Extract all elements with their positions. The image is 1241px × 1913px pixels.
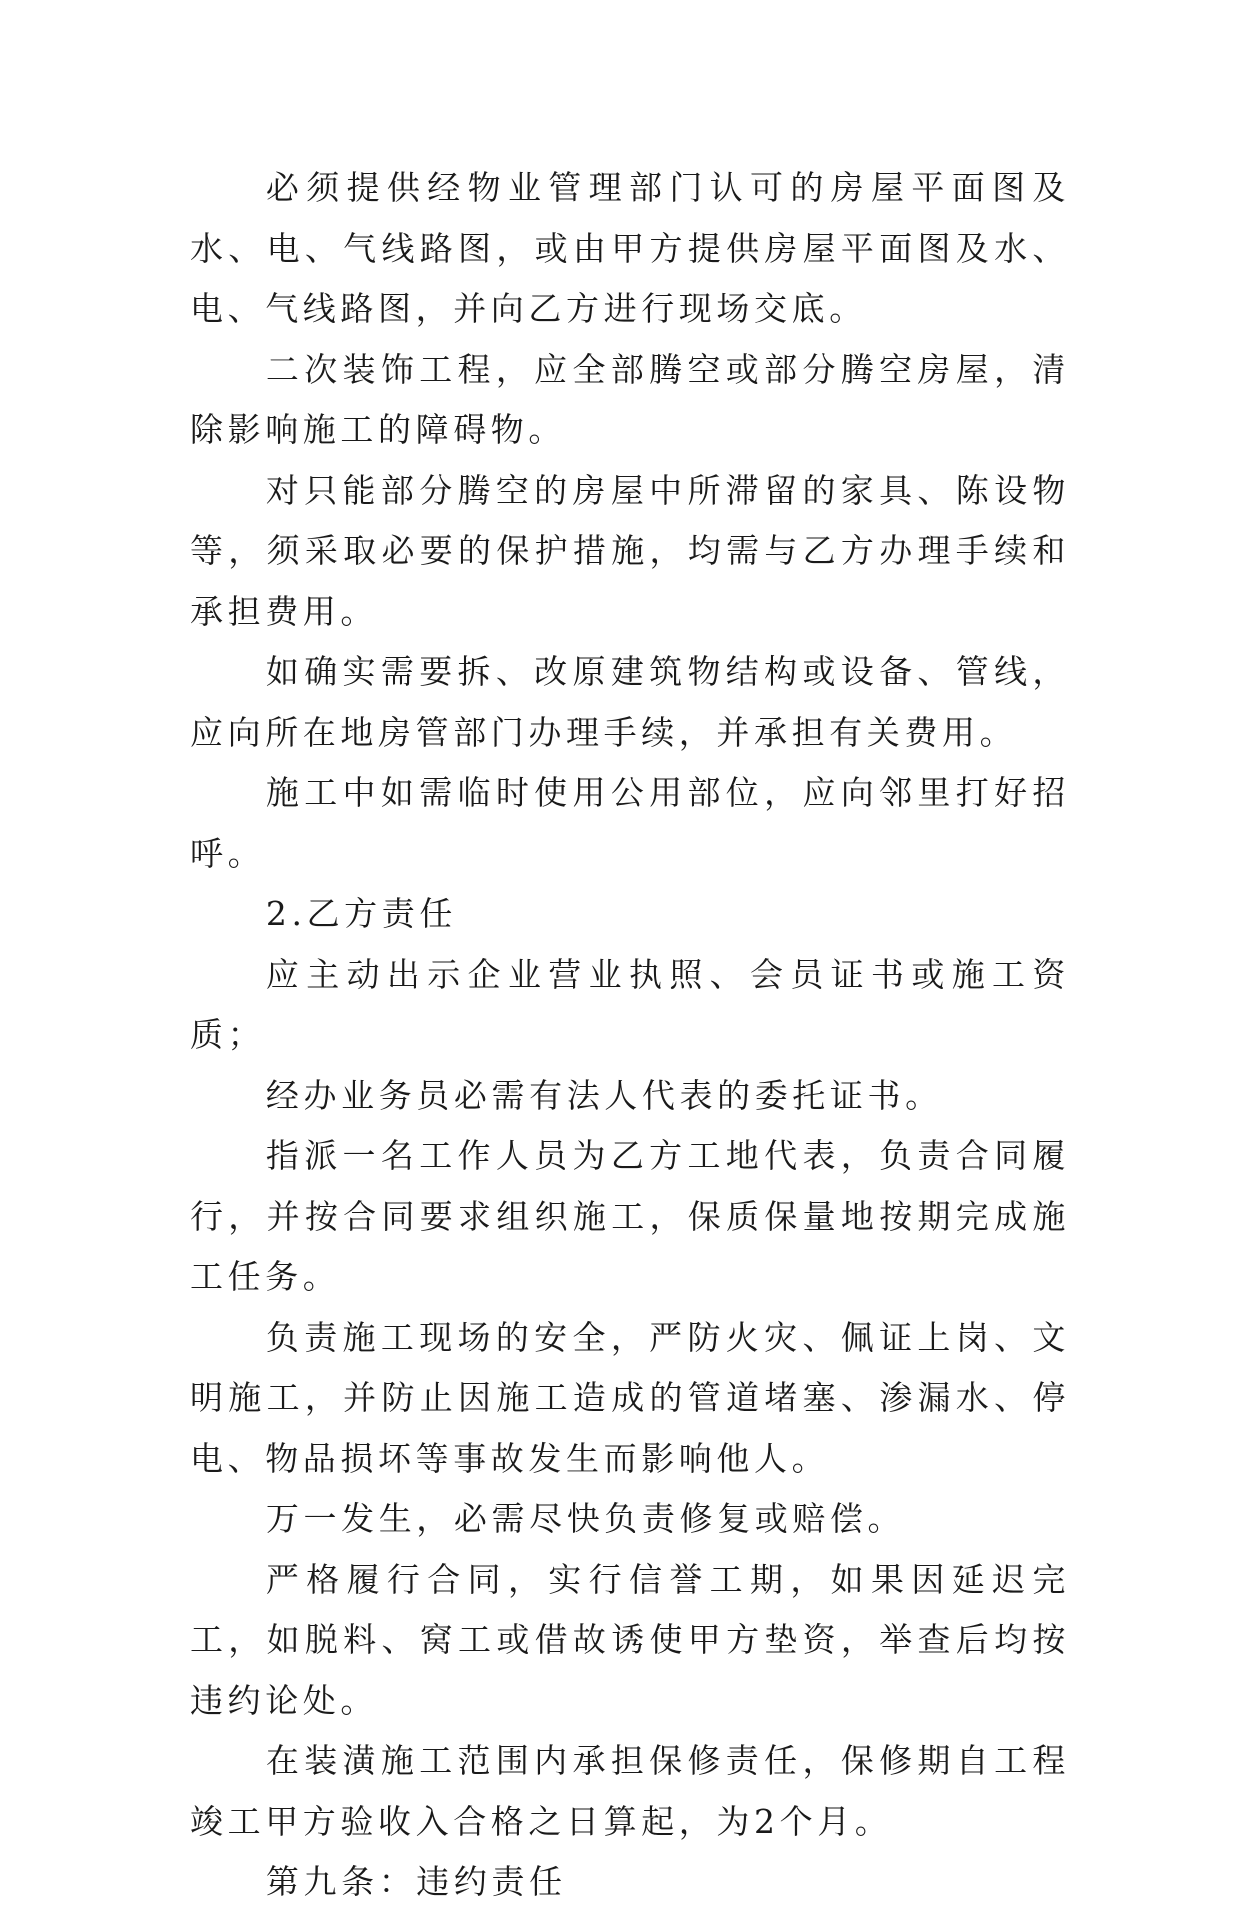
paragraph-12: 严格履行合同，实行信誉工期，如果因延迟完工，如脱料、窝工或借故诱使甲方垫资，举查后均按违约论处。 [190,1559,1070,1720]
paragraph-13: 在装潢施工范围内承担保修责任，保修期自工程竣工甲方验收入合格之日算起，为2个月。 [190,1741,1070,1841]
paragraph-11: 万一发生，必需尽快负责修复或赔偿。 [265,1499,906,1538]
paragraph-10: 负责施工现场的安全，严防火灾、佩证上岗、文明施工，并防止因施工造成的管道堵塞、渗漏水、停电、物品损坏等事故发生而影响他人。 [190,1317,1070,1478]
section-heading-party-b: 2.乙方责任 [265,894,457,933]
paragraph-1: 必须提供经物业管理部门认可的房屋平面图及水、电、气线路图，或由甲方提供房屋平面图及水、电、气线路图，并向乙方进行现场交底。 [190,168,1070,328]
article-9-heading: 第九条：违约责任 [265,1862,567,1901]
paragraph-4: 如确实需要拆、改原建筑物结构或设备、管线，应向所在地房管部门办理手续，并承担有关费用。 [190,652,1070,752]
paragraph-8: 经办业务员必需有法人代表的委托证书。 [265,1075,943,1115]
paragraph-5: 施工中如需临时使用公用部位，应向邻里打好招呼。 [190,773,1070,873]
paragraph-7: 应主动出示企业营业执照、会员证书或施工资质； [190,954,1070,1054]
document-body [190,158,1070,1913]
paragraph-2: 二次装饰工程，应全部腾空或部分腾空房屋，清除影响施工的障碍物。 [190,349,1070,449]
paragraph-9: 指派一名工作人员为乙方工地代表，负责合同履行，并按合同要求组织施工，保质保量地按期完成施工任务。 [190,1136,1070,1296]
paragraph-3: 对只能部分腾空的房屋中所滞留的家具、陈设物等，须采取必要的保护措施，均需与乙方办理手续和承担费用。 [190,470,1070,631]
